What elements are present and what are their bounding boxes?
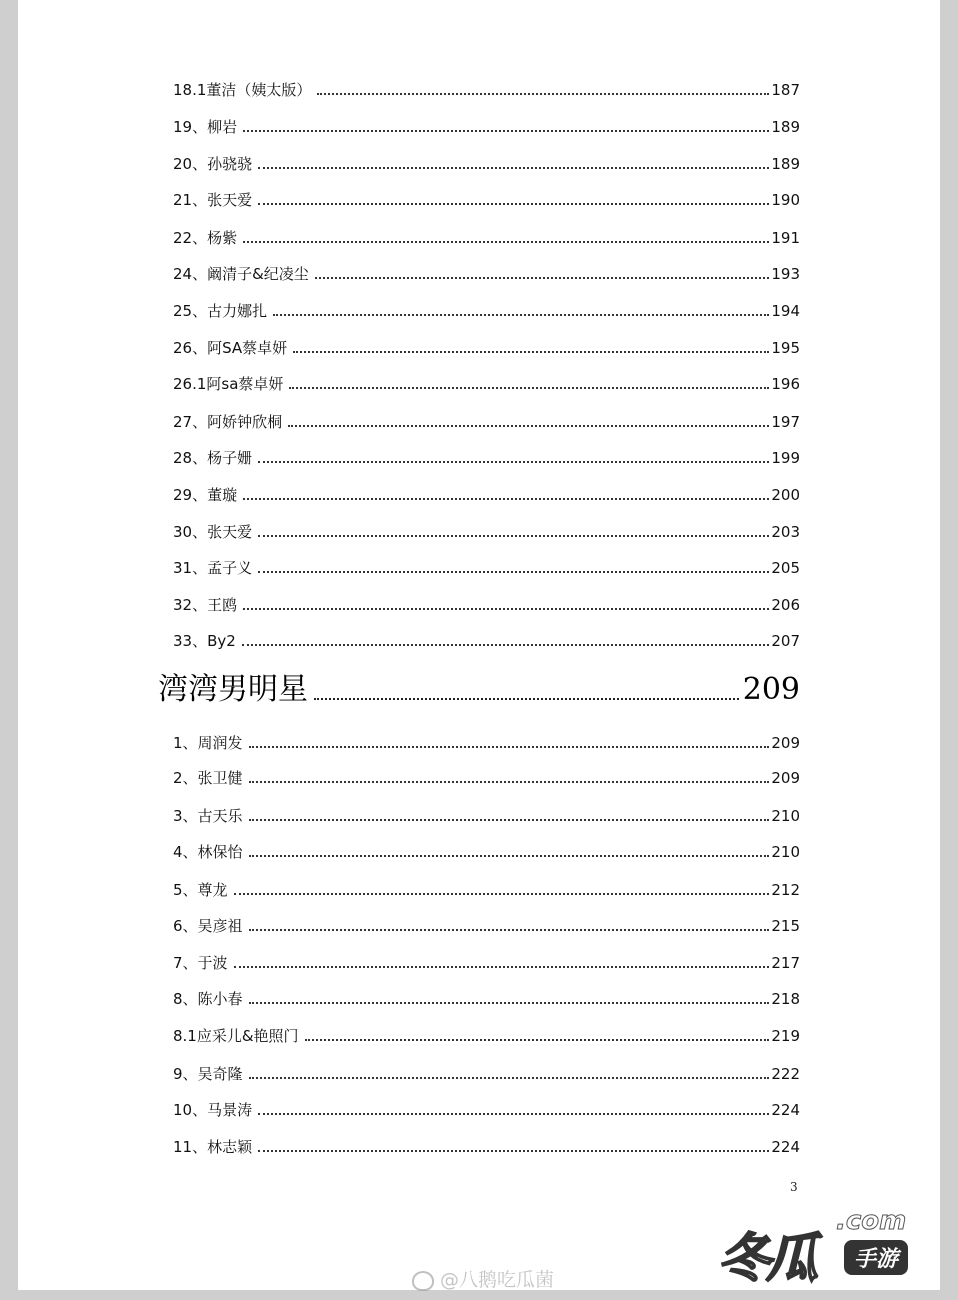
toc-entry-page: 219 (771, 1027, 800, 1045)
toc-entry (173, 80, 800, 100)
toc-entry-page: 206 (771, 596, 800, 614)
toc-entry-page: 203 (771, 523, 800, 541)
page-number: 3 (790, 1180, 798, 1194)
toc-entry-page: 209 (771, 734, 800, 752)
toc-entry-page: 195 (771, 339, 800, 357)
dot-leader (258, 203, 769, 205)
weibo-watermark (412, 1265, 554, 1292)
dot-leader (289, 387, 769, 389)
toc-entry (173, 301, 800, 321)
toc-entry-page: 207 (771, 632, 800, 650)
dot-leader (314, 698, 739, 700)
toc-entry (173, 631, 800, 651)
dot-leader (234, 966, 770, 968)
dot-leader (258, 571, 769, 573)
toc-entry-page: 210 (771, 807, 800, 825)
toc-entry (173, 768, 800, 788)
toc-entry-page: 209 (771, 769, 800, 787)
toc-entry-title: 19、柳岩 (173, 118, 238, 136)
toc-entry (173, 989, 800, 1009)
toc-entry-page: 189 (771, 155, 800, 173)
logo-com-text: .com (836, 1206, 907, 1236)
toc-entry-page: 210 (771, 843, 800, 861)
toc-entry (173, 374, 800, 394)
toc-entry (173, 190, 800, 210)
toc-entry-title: 21、张天爱 (173, 191, 253, 209)
dot-leader (243, 130, 769, 132)
toc-entry-page: 199 (771, 449, 800, 467)
toc-entry (173, 1026, 800, 1046)
toc-entry (173, 916, 800, 936)
dot-leader (249, 746, 770, 748)
dot-leader (273, 314, 769, 316)
toc-entry-title: 2、张卫健 (173, 769, 243, 787)
toc-entry-page: 194 (771, 302, 800, 320)
toc-entry-page: 187 (771, 81, 800, 99)
dot-leader (249, 819, 770, 821)
toc-entry-page: 193 (771, 265, 800, 283)
dot-leader (242, 644, 770, 646)
logo-main-text: 冬瓜 (718, 1229, 815, 1289)
toc-entry-page: 212 (771, 881, 800, 899)
toc-entry (173, 1064, 800, 1084)
toc-entry (173, 228, 800, 248)
toc-entry (173, 485, 800, 505)
toc-entry-title: 25、古力娜扎 (173, 302, 268, 320)
dot-leader (249, 1002, 770, 1004)
toc-entry-title: 8、陈小春 (173, 990, 243, 1008)
toc-entry-page: 224 (771, 1138, 800, 1156)
toc-entry-title: 11、林志颖 (173, 1138, 253, 1156)
toc-entry (173, 448, 800, 468)
toc-entry-title: 3、古天乐 (173, 807, 243, 825)
toc-entry-page: 222 (771, 1065, 800, 1083)
dot-leader (258, 535, 769, 537)
dot-leader (243, 498, 769, 500)
toc-entry-title: 9、吴奇隆 (173, 1065, 243, 1083)
toc-entry-page: 200 (771, 486, 800, 504)
toc-entry (173, 806, 800, 826)
toc-entry-title: 26、阿SA蔡卓妍 (173, 339, 288, 357)
toc-entry (173, 1100, 800, 1120)
toc-entry-page: 191 (771, 229, 800, 247)
toc-entry-title: 22、杨紫 (173, 229, 238, 247)
toc-entry-title: 8.1应采儿&艳照门 (173, 1027, 299, 1045)
logo-badge: 手游 (844, 1240, 908, 1275)
toc-entry (173, 880, 800, 900)
section-heading (158, 672, 800, 708)
toc-entry-title: 30、张天爱 (173, 523, 253, 541)
toc-entry-page: 197 (771, 413, 800, 431)
dot-leader (234, 893, 770, 895)
toc-entry-title: 10、马景涛 (173, 1101, 253, 1119)
toc-entry (173, 1137, 800, 1157)
toc-entry-title: 6、吴彦祖 (173, 917, 243, 935)
toc-entry (173, 264, 800, 284)
dot-leader (258, 167, 769, 169)
toc-entry-page: 217 (771, 954, 800, 972)
dot-leader (258, 1113, 769, 1115)
toc-entry-title: 28、杨子姗 (173, 449, 253, 467)
toc-entry-title: 27、阿娇钟欣桐 (173, 413, 283, 431)
toc-entry-title: 18.1董洁（姨太版） (173, 81, 312, 99)
toc-entry-title: 33、By2 (173, 632, 236, 650)
toc-entry-page: 205 (771, 559, 800, 577)
dot-leader (243, 241, 769, 243)
dot-leader (249, 929, 770, 931)
toc-entry-title: 24、阚清子&纪凌尘 (173, 265, 309, 283)
toc-entry-page: 218 (771, 990, 800, 1008)
dot-leader (293, 351, 769, 353)
dot-leader (288, 425, 769, 427)
toc-entry-title: 4、林保怡 (173, 843, 243, 861)
section-title: 湾湾男明星 (158, 672, 308, 707)
toc-entry (173, 842, 800, 862)
toc-entry-page: 190 (771, 191, 800, 209)
toc-entry-title: 29、董璇 (173, 486, 238, 504)
toc-entry-title: 20、孙骁骁 (173, 155, 253, 173)
dot-leader (317, 93, 769, 95)
toc-entry-page: 224 (771, 1101, 800, 1119)
toc-entry (173, 558, 800, 578)
toc-entry-page: 196 (771, 375, 800, 393)
toc-entry-title: 5、尊龙 (173, 881, 228, 899)
dot-leader (243, 608, 769, 610)
toc-entry (173, 338, 800, 358)
dot-leader (305, 1039, 770, 1041)
watermark-text: @八鹅吃瓜菌 (440, 1269, 555, 1291)
toc-entry-title: 32、王鸥 (173, 596, 238, 614)
dot-leader (249, 1077, 770, 1079)
toc-entry-title: 31、孟子义 (173, 559, 253, 577)
toc-entry (173, 595, 800, 615)
dot-leader (315, 277, 770, 279)
site-logo (718, 1198, 940, 1290)
toc-entry (173, 154, 800, 174)
dot-leader (258, 1150, 769, 1152)
toc-entry-title: 7、于波 (173, 954, 228, 972)
toc-entry (173, 733, 800, 753)
section-page: 209 (742, 672, 800, 707)
toc-entry-title: 1、周润发 (173, 734, 243, 752)
dot-leader (258, 461, 769, 463)
toc-entry (173, 522, 800, 542)
toc-entry (173, 117, 800, 137)
dot-leader (249, 855, 770, 857)
toc-entry-title: 26.1阿sa蔡卓妍 (173, 375, 284, 393)
toc-entry (173, 412, 800, 432)
toc-entry-page: 215 (771, 917, 800, 935)
weibo-icon (412, 1271, 434, 1291)
toc-entry (173, 953, 800, 973)
dot-leader (249, 781, 770, 783)
toc-entry-page: 189 (771, 118, 800, 136)
